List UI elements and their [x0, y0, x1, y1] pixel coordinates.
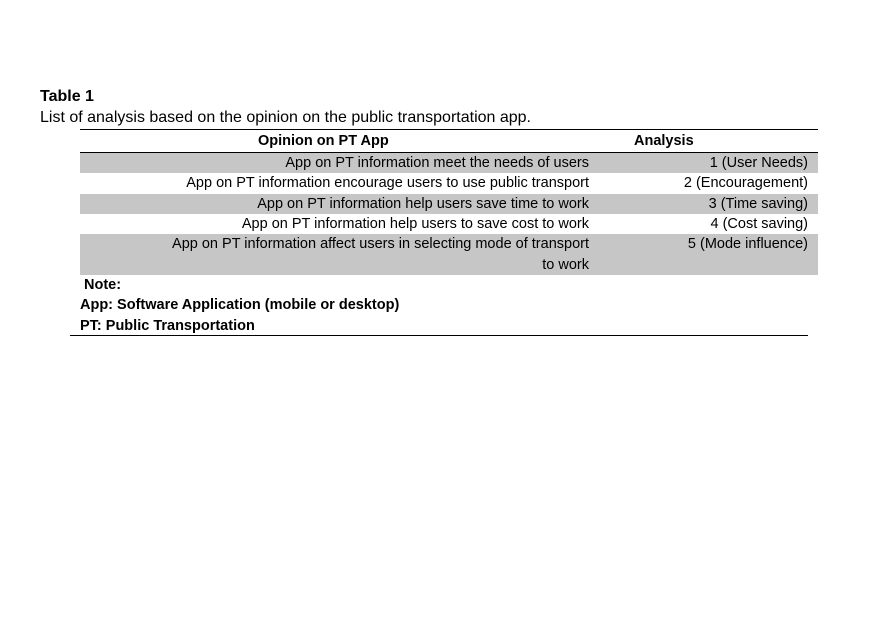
opinion-cell: App on PT information encourage users to use public transport — [186, 175, 589, 191]
note-item: PT: Public Transportation — [80, 318, 255, 334]
analysis-cell: 5 (Mode influence) — [687, 236, 808, 252]
note-item: App: Software Application (mobile or desktop) — [80, 297, 400, 313]
table-label: Table 1 — [40, 88, 94, 105]
opinion-cell: App on PT information meet the needs of users — [285, 155, 589, 171]
analysis-cell: 1 (User Needs) — [709, 155, 808, 171]
table-bottom-rule — [70, 335, 808, 336]
analysis-cell: 2 (Encouragement) — [683, 175, 808, 191]
analysis-cell: 3 (Time saving) — [708, 196, 808, 212]
note-heading: Note: — [84, 277, 122, 293]
opinion-cell: App on PT information help users save time to work — [257, 196, 589, 212]
column-header-opinion: Opinion on PT App — [258, 133, 389, 149]
column-header-analysis: Analysis — [634, 133, 694, 149]
analysis-cell: 4 (Cost saving) — [710, 216, 808, 232]
opinion-cell: App on PT information affect users in selecting mode of transport — [172, 236, 589, 252]
table-top-rule — [80, 129, 818, 130]
opinion-cell-continued: to work — [542, 257, 589, 273]
table-caption: List of analysis based on the opinion on the public transportation app. — [40, 109, 531, 126]
opinion-cell: App on PT information help users to save cost to work — [241, 216, 589, 232]
